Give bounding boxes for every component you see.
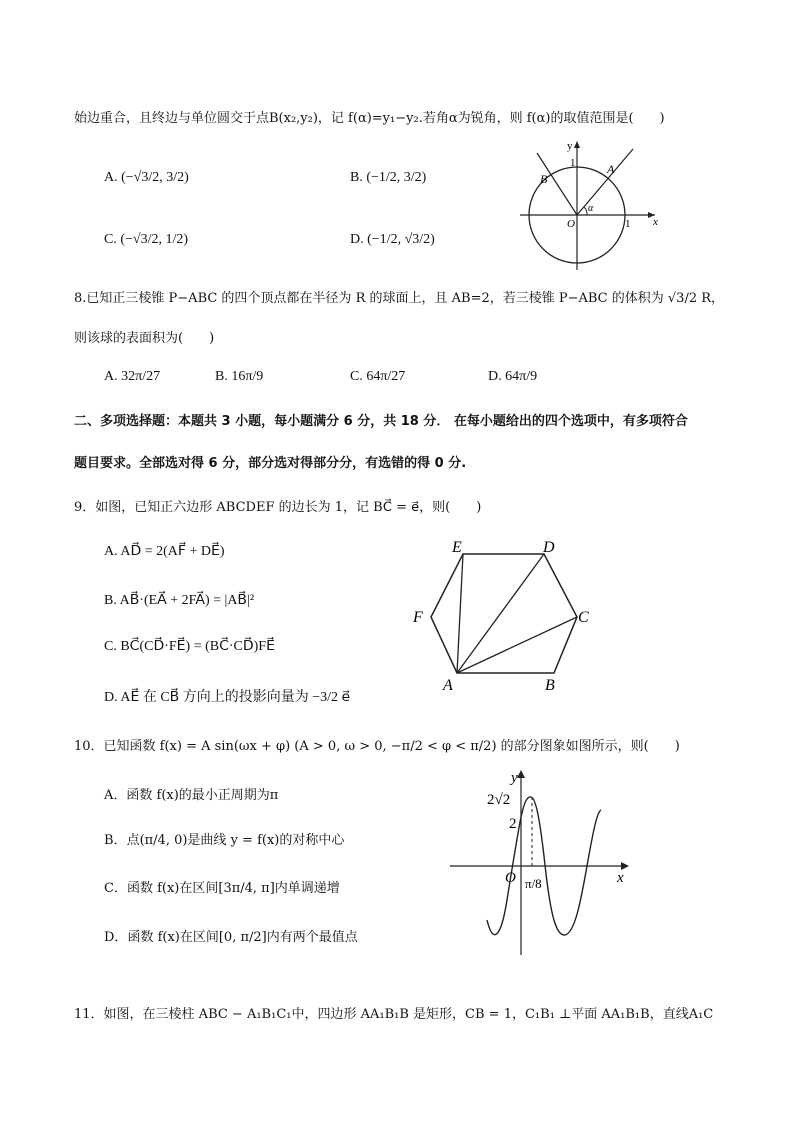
q8-stem-2: 则该球的表面积为( )	[74, 331, 215, 346]
label-one-right: 1	[625, 218, 631, 230]
label-e: E	[452, 539, 462, 556]
q9-option-a[interactable]: A. AD⃗ = 2(AF⃗ + DE⃗)	[104, 544, 225, 559]
label-c: C	[578, 609, 589, 626]
y-axis-arrow	[574, 141, 580, 148]
label-b: B	[540, 172, 548, 186]
q10-option-b[interactable]: B．点(π/4, 0)是曲线 y = f(x)的对称中心	[104, 833, 345, 848]
label-d: D	[543, 539, 555, 556]
q7-stem: 始边重合，且终边与单位圆交于点B(x₂,y₂)，记 f(α)=y₁−y₂.若角α为锐角，则 f(α)的取值范围是( )	[74, 111, 665, 126]
q7-option-c[interactable]: C. (−√3/2, 1/2)	[104, 232, 189, 247]
hexagon	[431, 554, 577, 673]
label-y: y	[567, 140, 573, 152]
label-origin: O	[567, 218, 575, 230]
q8-option-c[interactable]: C. 64π/27	[350, 369, 406, 384]
section2-line2: 题目要求。全部选对得 6 分，部分选对得部分分，有选错的得 0 分.	[74, 456, 467, 471]
q7-option-b[interactable]: B. (−1/2, 3/2)	[350, 170, 427, 185]
y-axis-arrow	[517, 770, 525, 778]
segment-ad	[457, 554, 544, 673]
segment-ac	[457, 617, 577, 673]
q10-option-a[interactable]: A．函数 f(x)的最小正周期为π	[104, 788, 279, 803]
q9-option-b[interactable]: B. AB⃗·(EA⃗ + 2FA⃗) = |AB⃗|²	[104, 593, 255, 608]
segment-ae	[457, 554, 463, 673]
q9-option-d[interactable]: D. AE⃗ 在 CB⃗ 方向上的投影向量为 −3/2 e⃗	[104, 690, 351, 705]
q9-option-c[interactable]: C. BC⃗(CD⃗·FE⃗) = (BC⃗·CD⃗)FE⃗	[104, 639, 275, 654]
q7-option-d[interactable]: D. (−1/2, √3/2)	[350, 232, 435, 247]
x-axis-arrow	[621, 862, 629, 870]
label-y: y	[511, 770, 518, 786]
label-b: B	[545, 677, 555, 693]
q8-option-a[interactable]: A. 32π/27	[104, 369, 161, 384]
label-a: A	[607, 162, 615, 176]
label-f: F	[413, 609, 423, 626]
label-one-top: 1	[570, 157, 576, 169]
label-a: A	[443, 677, 453, 693]
q10-option-c[interactable]: C．函数 f(x)在区间[3π/4, π]内单调递增	[104, 881, 340, 896]
label-x: x	[653, 216, 658, 228]
q10-option-d[interactable]: D．函数 f(x)在区间[0, π/2]内有两个最值点	[104, 930, 358, 945]
hexagon-figure	[405, 538, 605, 693]
label-origin: O	[505, 870, 516, 886]
unit-circle-figure	[515, 135, 660, 275]
sine-graph-figure	[445, 760, 640, 960]
q11-stem: 11．如图，在三棱柱 ABC − A₁B₁C₁中，四边形 AA₁B₁B 是矩形，CB = 1，C₁B₁ ⊥平面 AA₁B₁B，直线A₁C	[74, 1007, 714, 1022]
label-peak: 2√2	[487, 792, 511, 808]
label-x: x	[617, 870, 624, 886]
angle-arc	[584, 207, 587, 215]
q10-stem: 10．已知函数 f(x) = A sin(ωx + φ) (A > 0, ω > 0, −π/2 < φ < π/2) 的部分图象如图所示，则( )	[74, 739, 680, 754]
q8-option-b[interactable]: B. 16π/9	[215, 369, 264, 384]
q8-stem: 8.已知正三棱锥 P−ABC 的四个顶点都在半径为 R 的球面上，且 AB=2，若三棱锥 P−ABC 的体积为 √3/2 R，	[74, 291, 725, 306]
q7-option-a[interactable]: A. (−√3/2, 3/2)	[104, 170, 189, 185]
label-alpha: α	[588, 203, 594, 214]
label-tick-pi8: π/8	[525, 876, 542, 891]
q8-option-d[interactable]: D. 64π/9	[488, 369, 538, 384]
section2-line1: 二、多项选择题：本题共 3 小题，每小题满分 6 分，共 18 分． 在每小题给出的四个选项中，有多项符合	[74, 414, 688, 429]
q9-stem: 9．如图，已知正六边形 ABCDEF 的边长为 1，记 BC⃗ = e⃗，则( )	[74, 500, 482, 515]
label-intercept: 2	[509, 816, 517, 832]
